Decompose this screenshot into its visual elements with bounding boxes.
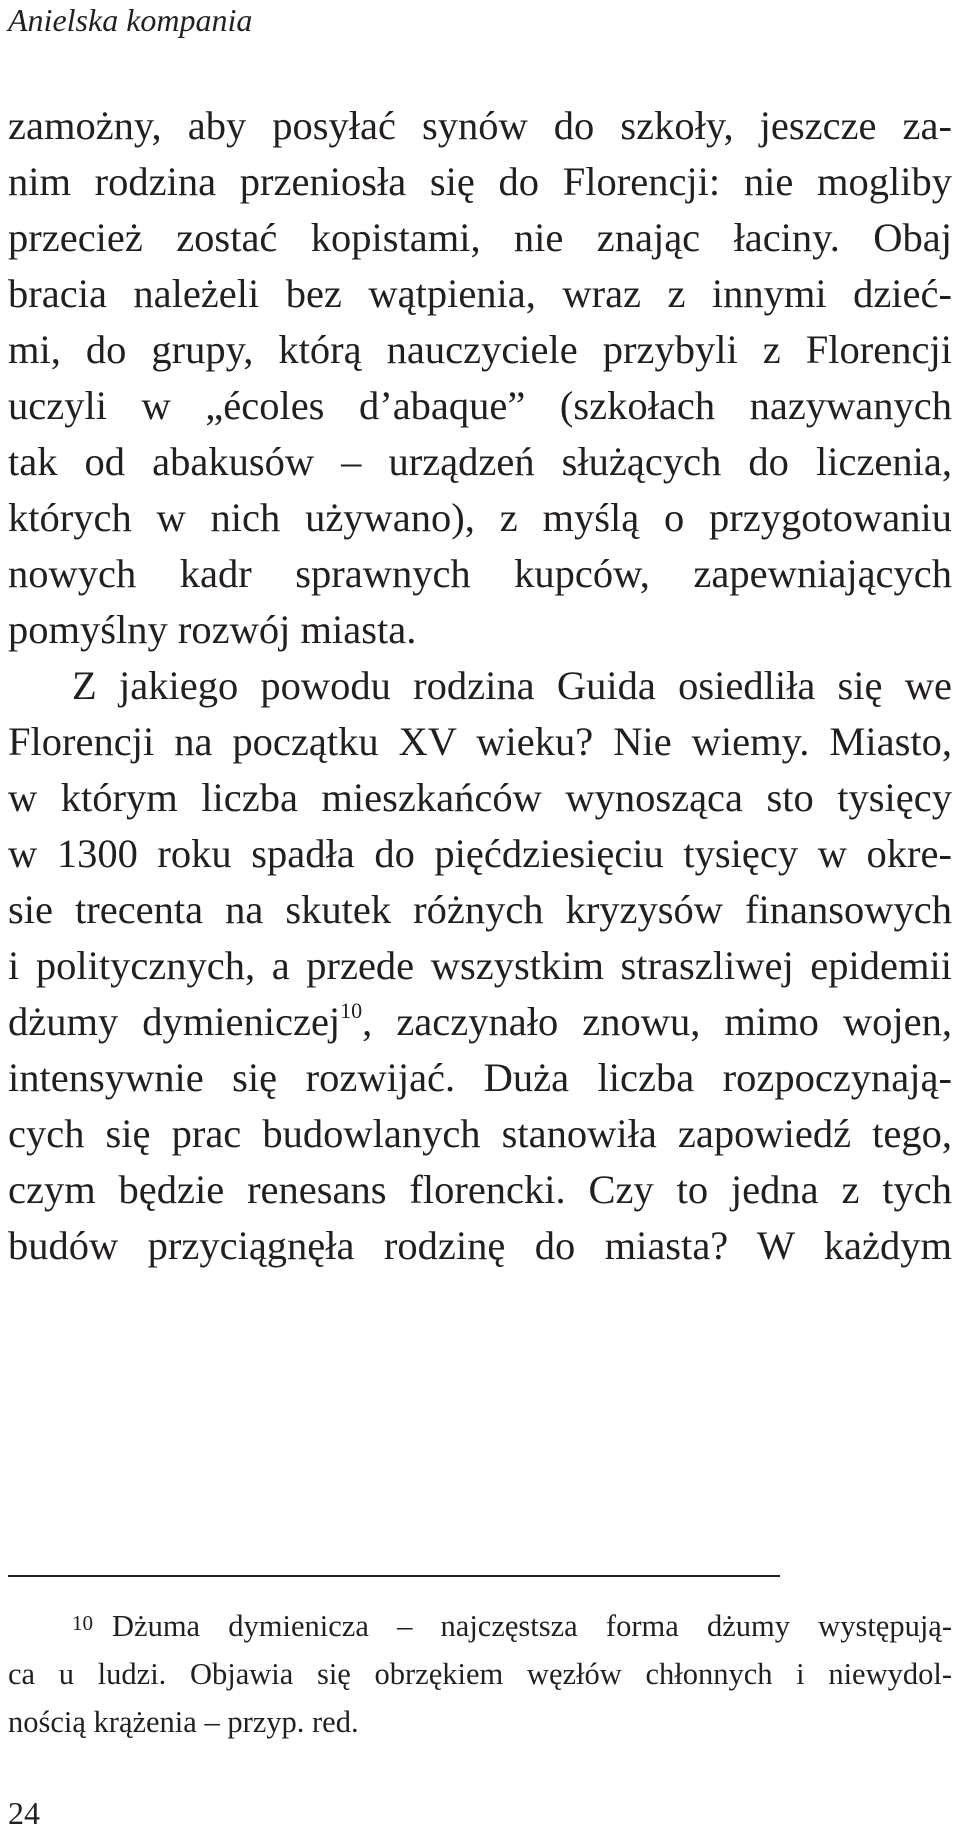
footnote-line: Dżuma dymienicza – najczęstsza forma dżumy występują-: [112, 1609, 952, 1643]
text-line: Florencji na początku XV wieku? Nie wiemy. Miasto,: [8, 719, 952, 764]
text-segment: dżumy dymieniczej: [8, 999, 341, 1044]
text-line: zamożny, aby posyłać synów do szkoły, jeszcze za-: [8, 103, 952, 148]
text-line: i politycznych, a przede wszystkim straszliwej epidemii: [8, 943, 952, 988]
text-line: budów przyciągnęła rodzinę do miasta? W każdym: [8, 1223, 952, 1268]
text-line: czym będzie renesans florencki. Czy to jedna z tych: [8, 1167, 952, 1212]
paragraph-first-line: Z jakiego powodu rodzina Guida osiedliła się we: [72, 663, 952, 708]
text-line: nowych kadr sprawnych kupców, zapewniających: [8, 551, 952, 596]
running-header: Anielska kompania: [8, 2, 253, 38]
text-line: intensywnie się rozwijać. Duża liczba rozpoczynają-: [8, 1055, 952, 1100]
text-line: pomyślny rozwój miasta.: [8, 607, 417, 652]
text-line: przecież zostać kopistami, nie znając łaciny. Obaj: [8, 215, 952, 260]
text-line: uczyli w „écoles d’abaque” (szkołach nazywanych: [8, 383, 952, 428]
footnote-line: nością krążenia – przyp. red.: [8, 1705, 359, 1739]
footnote-line: ca u ludzi. Objawia się obrzękiem węzłów chłonnych i niewydol-: [8, 1657, 952, 1691]
text-line: sie trecenta na skutek różnych kryzysów finansowych: [8, 887, 952, 932]
text-segment: , zaczynało znowu, mimo wojen,: [362, 999, 952, 1044]
text-line: których w nich używano), z myślą o przygotowaniu: [8, 495, 952, 540]
text-line: bracia należeli bez wątpienia, wraz z innymi dzieć-: [8, 271, 952, 316]
page-number: 24: [8, 1795, 40, 1831]
text-line: w 1300 roku spadła do pięćdziesięciu tysięcy w okre-: [8, 831, 952, 876]
footnote-reference: 10: [340, 998, 363, 1023]
footnote-separator: [8, 1575, 780, 1577]
text-line: tak od abakusów – urządzeń służących do liczenia,: [8, 439, 952, 484]
text-line: w którym liczba mieszkańców wynosząca sto tysięcy: [8, 775, 952, 820]
footnote-number: 10: [72, 1611, 93, 1635]
text-line-with-footnote-ref: [8, 996, 952, 1048]
text-line: nim rodzina przeniosła się do Florencji: nie mogliby: [8, 159, 952, 204]
text-line: cych się prac budowlanych stanowiła zapowiedź tego,: [8, 1111, 952, 1156]
text-line: mi, do grupy, którą nauczyciele przybyli z Florencji: [8, 327, 952, 372]
